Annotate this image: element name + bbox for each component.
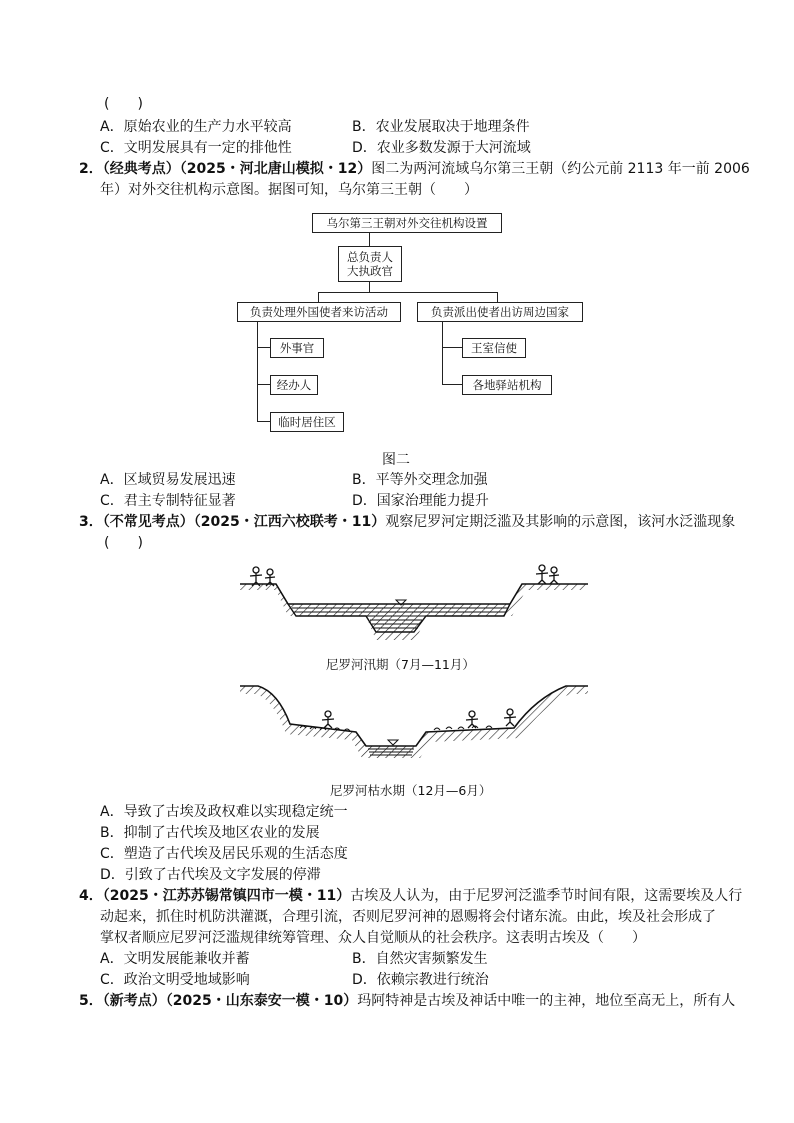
q3-option-c	[100, 844, 348, 864]
connector-line	[257, 321, 258, 422]
connector-line	[442, 321, 443, 385]
option-letter: D．	[352, 140, 377, 156]
option-letter: D．	[352, 972, 377, 988]
option-text: 农业发展取决于地理条件	[375, 119, 530, 135]
q2-option-d	[352, 491, 489, 511]
q3-answer-blank: ( )	[104, 535, 143, 551]
question-tag: （不常见考点）（2025・江西六校联考・11）	[102, 514, 386, 530]
q3-option-b	[100, 823, 320, 843]
q1-option-c	[100, 138, 292, 158]
head-line-1: 总负责人	[347, 250, 393, 264]
question-tag: （新考点）（2025・山东泰安一模・10）	[102, 993, 358, 1009]
q1-option-b	[352, 117, 530, 137]
option-text: 自然灾害频繁发生	[375, 951, 488, 967]
org-chart-head	[338, 246, 402, 282]
q4-option-d	[352, 970, 489, 990]
q1-answer-blank: ( )	[104, 96, 143, 112]
connector-line	[369, 232, 370, 246]
q4-option-b	[352, 949, 488, 969]
org-chart-left-item: 外事官	[270, 338, 324, 358]
org-chart-right-item: 各地驿站机构	[462, 375, 552, 395]
q3-option-d	[100, 865, 321, 885]
option-text: 文明发展具有一定的排他性	[123, 140, 292, 156]
option-text: 国家治理能力提升	[376, 493, 489, 509]
figure-caption: 尼罗河枯水期（12月—6月）	[330, 783, 492, 798]
q4-option-c	[100, 970, 250, 990]
option-letter: B．	[352, 951, 376, 967]
option-text: 依赖宗教进行统治	[376, 972, 489, 988]
org-chart-left-item: 经办人	[270, 375, 318, 395]
option-text: 政治文明受地域影响	[123, 972, 250, 988]
question-number: 3．	[79, 514, 103, 530]
option-text: 引致了古代埃及文字发展的停滞	[124, 867, 321, 883]
connector-line	[257, 421, 270, 422]
option-letter: B．	[352, 472, 376, 488]
farmer-figure-icon	[466, 709, 516, 728]
option-letter: B．	[100, 825, 124, 841]
connector-line	[257, 384, 270, 385]
option-text: 文明发展能兼收并蓄	[123, 951, 250, 967]
option-letter: A．	[100, 804, 124, 820]
q4-option-a	[100, 949, 250, 969]
question-text: 观察尼罗河定期泛滥及其影响的示意图，该河水泛滥现象	[385, 514, 736, 530]
q1-option-d	[352, 138, 531, 158]
nile-dry-diagram	[236, 678, 592, 778]
option-text: 导致了古埃及政权难以实现稳定统一	[123, 804, 348, 820]
question-text: 图二为两河流域乌尔第三王朝（约公元前 2113 年一前 2006	[371, 161, 750, 177]
org-chart-left-branch: 负责处理外国使者来访活动	[237, 302, 401, 322]
q4-stem-line-3: 掌权者顺应尼罗河泛滥规律统筹管理、众人自觉顺从的社会秩序。这表明古埃及（ ）	[100, 930, 646, 946]
option-letter: A．	[100, 472, 124, 488]
option-letter: C．	[100, 493, 124, 509]
riverbank-hatching	[240, 686, 588, 758]
option-letter: B．	[352, 119, 376, 135]
q4-stem-line-2: 动起来，抓住时机防洪灌溉，合理引流，否则尼罗河神的恩赐将会付诸东流。由此，埃及社会形成了	[100, 909, 716, 925]
option-text: 区域贸易发展迅速	[123, 472, 236, 488]
question-number: 5．	[79, 993, 103, 1009]
connector-line	[497, 292, 498, 302]
option-letter: C．	[100, 846, 124, 862]
question-text: 玛阿特神是古埃及神话中唯一的主神，地位至高无上，所有人	[357, 993, 736, 1009]
figure-caption: 图二	[382, 452, 410, 468]
option-text: 农业多数发源于大河流域	[376, 140, 531, 156]
water-level-marker	[388, 740, 398, 745]
connector-line	[257, 347, 270, 348]
q4-stem-line-1	[79, 886, 742, 906]
q2-option-c	[100, 491, 236, 511]
option-letter: C．	[100, 972, 124, 988]
q3-option-a	[100, 802, 348, 822]
connector-line	[318, 292, 498, 293]
head-line-2: 大执政官	[347, 264, 393, 278]
question-tag: （2025・江苏苏锡常镇四市一模・11）	[102, 888, 351, 904]
figure-caption: 尼罗河汛期（7月—11月）	[326, 657, 475, 672]
connector-line	[318, 292, 319, 302]
q2-stem-line-1	[79, 159, 750, 179]
option-text: 塑造了古代埃及居民乐观的生活态度	[123, 846, 348, 862]
option-text: 原始农业的生产力水平较高	[123, 119, 292, 135]
option-letter: D．	[100, 867, 125, 883]
option-letter: A．	[100, 119, 124, 135]
farmer-figure-icon	[322, 711, 334, 728]
q1-option-a	[100, 117, 292, 137]
option-letter: D．	[352, 493, 377, 509]
question-number: 4．	[79, 888, 103, 904]
question-tag: （经典考点）（2025・河北唐山模拟・12）	[102, 161, 372, 177]
org-chart-right-item: 王室信使	[462, 338, 526, 358]
org-chart-right-branch: 负责派出使者出访周边国家	[417, 302, 583, 322]
option-text: 抑制了古代埃及地区农业的发展	[123, 825, 320, 841]
connector-line	[442, 347, 462, 348]
farmer-figure-icon	[250, 567, 275, 586]
question-text: 古埃及人认为，由于尼罗河泛滥季节时间有限，这需要埃及人行	[350, 888, 743, 904]
q5-stem-line-1	[79, 991, 735, 1011]
option-text: 平等外交理念加强	[375, 472, 488, 488]
farmer-figure-icon	[536, 565, 559, 584]
nile-flood-diagram	[236, 560, 592, 650]
option-letter: A．	[100, 951, 124, 967]
option-text: 君主专制特征显著	[123, 493, 236, 509]
q3-stem-line-1	[79, 512, 735, 532]
option-letter: C．	[100, 140, 124, 156]
connector-line	[369, 282, 370, 292]
org-chart-title: 乌尔第三王朝对外交往机构设置	[312, 213, 502, 233]
connector-line	[442, 384, 462, 385]
q2-option-b	[352, 470, 488, 490]
org-chart-left-item: 临时居住区	[270, 412, 344, 432]
question-number: 2．	[79, 161, 103, 177]
q2-option-a	[100, 470, 236, 490]
q2-stem-line-2: 年）对外交往机构示意图。据图可知，乌尔第三王朝（ ）	[100, 182, 478, 198]
